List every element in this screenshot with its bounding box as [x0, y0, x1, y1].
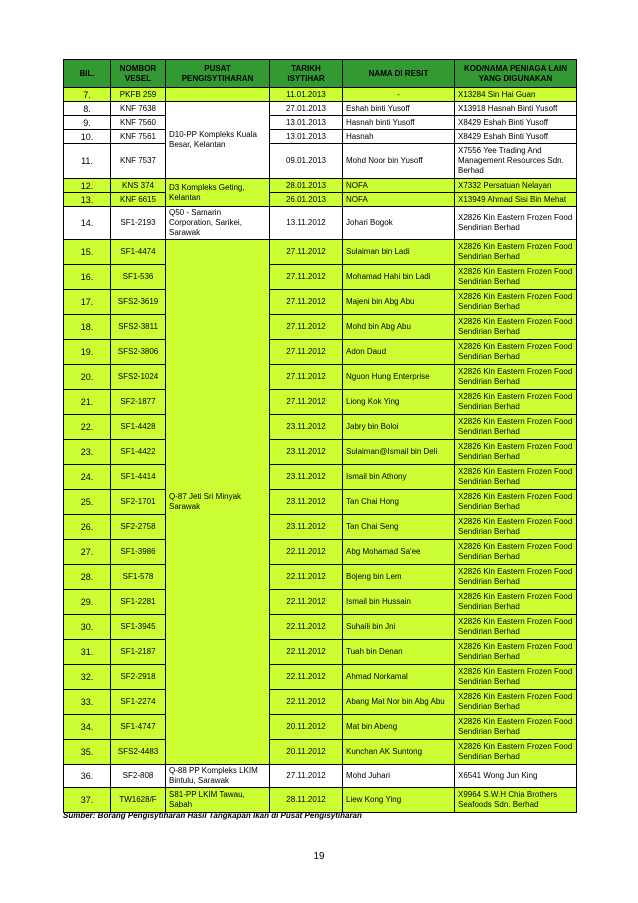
cell-nama: Mohd bin Abg Abu — [343, 315, 455, 340]
cell-tarikh: 28.11.2012 — [270, 788, 343, 813]
cell-bil: 24. — [64, 465, 111, 490]
table-row — [64, 144, 577, 179]
cell-nombor-vesel: SF2-1701 — [111, 490, 166, 515]
cell-kod: X9964 S.W.H Chia Brothers Seafoods Sdn. Berhad — [455, 788, 577, 813]
cell-bil: 19. — [64, 340, 111, 365]
cell-tarikh: 22.11.2012 — [270, 540, 343, 565]
cell-bil: 35. — [64, 740, 111, 765]
cell-nama: Suhaili bin Jni — [343, 615, 455, 640]
table-row — [64, 515, 577, 540]
source-note: Sumber: Borang Pengisytiharan Hasil Tangkapan Ikan di Pusat Pengisytiharan — [63, 811, 362, 820]
cell-tarikh: 23.11.2012 — [270, 415, 343, 440]
cell-nombor-vesel: SF1-2281 — [111, 590, 166, 615]
cell-tarikh: 27.11.2012 — [270, 340, 343, 365]
cell-kod: X2826 Kin Eastern Frozen Food Sendirian Berhad — [455, 315, 577, 340]
cell-tarikh: 20.11.2012 — [270, 740, 343, 765]
cell-nama: Ismail bin Athony — [343, 465, 455, 490]
cell-nama: Adon Daud — [343, 340, 455, 365]
cell-tarikh: 27.11.2012 — [270, 365, 343, 390]
cell-bil: 18. — [64, 315, 111, 340]
cell-nama: Hasnah binti Yusoff — [343, 116, 455, 130]
table-row — [64, 390, 577, 415]
table-row — [64, 315, 577, 340]
cell-nama: Kunchan AK Suntong — [343, 740, 455, 765]
cell-nombor-vesel: SF2-2758 — [111, 515, 166, 540]
table-row — [64, 102, 577, 116]
table-row — [64, 290, 577, 315]
cell-kod: X2826 Kin Eastern Frozen Food Sendirian Berhad — [455, 390, 577, 415]
cell-pusat: Q-87 Jeti Sri Minyak Sarawak — [166, 240, 270, 765]
declaration-table — [63, 59, 577, 813]
table-row — [64, 740, 577, 765]
table-row — [64, 415, 577, 440]
cell-kod: X2826 Kin Eastern Frozen Food Sendirian Berhad — [455, 615, 577, 640]
table-row — [64, 640, 577, 665]
cell-nama: Jabry bin Boloi — [343, 415, 455, 440]
cell-kod: X2826 Kin Eastern Frozen Food Sendirian Berhad — [455, 465, 577, 490]
cell-bil: 25. — [64, 490, 111, 515]
cell-kod: X2826 Kin Eastern Frozen Food Sendirian Berhad — [455, 590, 577, 615]
cell-bil: 13. — [64, 193, 111, 207]
cell-nombor-vesel: KNS 374 — [111, 179, 166, 193]
cell-nombor-vesel: SF1-4414 — [111, 465, 166, 490]
cell-nama: Tan Chai Hong — [343, 490, 455, 515]
cell-bil: 36. — [64, 765, 111, 788]
header-nombor-vesel: NOMBOR VESEL — [111, 60, 166, 88]
cell-kod: X2826 Kin Eastern Frozen Food Sendirian Berhad — [455, 665, 577, 690]
cell-nama: Tan Chai Seng — [343, 515, 455, 540]
cell-tarikh: 13.11.2012 — [270, 207, 343, 240]
cell-kod: X13284 Sin Hai Guan — [455, 88, 577, 102]
cell-nombor-vesel: SFS2-3806 — [111, 340, 166, 365]
cell-bil: 33. — [64, 690, 111, 715]
cell-nama: - — [343, 88, 455, 102]
cell-nombor-vesel: SF2-1877 — [111, 390, 166, 415]
cell-kod: X8429 Eshah Binti Yusoff — [455, 130, 577, 144]
cell-kod: X2826 Kin Eastern Frozen Food Sendirian Berhad — [455, 340, 577, 365]
cell-tarikh: 26.01.2013 — [270, 193, 343, 207]
cell-nama: Mohd Juhari — [343, 765, 455, 788]
table-row — [64, 207, 577, 240]
cell-bil: 22. — [64, 415, 111, 440]
cell-tarikh: 23.11.2012 — [270, 515, 343, 540]
cell-kod: X2826 Kin Eastern Frozen Food Sendirian Berhad — [455, 490, 577, 515]
cell-bil: 15. — [64, 240, 111, 265]
cell-bil: 37. — [64, 788, 111, 813]
table-row — [64, 788, 577, 813]
cell-nombor-vesel: SF1-2187 — [111, 640, 166, 665]
cell-tarikh: 23.11.2012 — [270, 490, 343, 515]
header-tarikh: TARIKH ISYTIHAR — [270, 60, 343, 88]
cell-bil: 9. — [64, 116, 111, 130]
cell-nama: Tuah bin Denan — [343, 640, 455, 665]
table-row — [64, 765, 577, 788]
cell-nombor-vesel: SF1-578 — [111, 565, 166, 590]
cell-kod: X2826 Kin Eastern Frozen Food Sendirian Berhad — [455, 540, 577, 565]
cell-bil: 23. — [64, 440, 111, 465]
cell-pusat: D10-PP Kompleks Kuala Besar, Kelantan — [166, 102, 270, 179]
cell-nama: Eshah binti Yusoff — [343, 102, 455, 116]
cell-nombor-vesel: KNF 7561 — [111, 130, 166, 144]
cell-tarikh: 23.11.2012 — [270, 440, 343, 465]
cell-bil: 16. — [64, 265, 111, 290]
cell-nombor-vesel: SF1-3986 — [111, 540, 166, 565]
cell-nombor-vesel: PKFB 259 — [111, 88, 166, 102]
cell-bil: 34. — [64, 715, 111, 740]
table-row — [64, 88, 577, 102]
cell-bil: 14. — [64, 207, 111, 240]
header-kod: KOD/NAMA PENIAGA LAIN YANG DIGUNAKAN — [455, 60, 577, 88]
cell-nama: Mohd Noor bin Yusoff — [343, 144, 455, 179]
cell-tarikh: 27.11.2012 — [270, 765, 343, 788]
cell-bil: 26. — [64, 515, 111, 540]
cell-bil: 12. — [64, 179, 111, 193]
table-row — [64, 690, 577, 715]
table-row — [64, 130, 577, 144]
table-row — [64, 665, 577, 690]
cell-kod: X2826 Kin Eastern Frozen Food Sendirian Berhad — [455, 640, 577, 665]
cell-tarikh: 27.11.2012 — [270, 315, 343, 340]
cell-nombor-vesel: SF1-4422 — [111, 440, 166, 465]
cell-tarikh: 22.11.2012 — [270, 565, 343, 590]
cell-nama: Sulaiman bin Ladi — [343, 240, 455, 265]
cell-tarikh: 27.11.2012 — [270, 290, 343, 315]
table-header-row — [64, 60, 577, 88]
cell-bil: 17. — [64, 290, 111, 315]
header-pusat: PUSAT PENGISYTIHARAN — [166, 60, 270, 88]
cell-nama: Ismail bin Hussain — [343, 590, 455, 615]
cell-kod: X2826 Kin Eastern Frozen Food Sendirian Berhad — [455, 240, 577, 265]
cell-nombor-vesel: SF2-2918 — [111, 665, 166, 690]
table-row — [64, 116, 577, 130]
cell-nama: Liong Kok Ying — [343, 390, 455, 415]
cell-nombor-vesel: SF1-2274 — [111, 690, 166, 715]
cell-nombor-vesel: SF1-4428 — [111, 415, 166, 440]
cell-bil: 28. — [64, 565, 111, 590]
cell-kod: X7556 Yee Trading And Management Resources Sdn. Berhad — [455, 144, 577, 179]
cell-kod: X2826 Kin Eastern Frozen Food Sendirian Berhad — [455, 290, 577, 315]
cell-nombor-vesel: SF1-3945 — [111, 615, 166, 640]
table-row — [64, 265, 577, 290]
cell-pusat: D3 Kompleks Geting, Kelantan — [166, 179, 270, 207]
table-row — [64, 240, 577, 265]
cell-tarikh: 22.11.2012 — [270, 615, 343, 640]
cell-nama: Sulaiman@Ismail bin Deli — [343, 440, 455, 465]
cell-kod: X2826 Kin Eastern Frozen Food Sendirian Berhad — [455, 440, 577, 465]
cell-nama: Bojeng bin Lem — [343, 565, 455, 590]
cell-nama: Abang Mat Nor bin Abg Abu — [343, 690, 455, 715]
cell-nama: Nguon Hung Enterprise — [343, 365, 455, 390]
cell-kod: X13949 Ahmad Sisi Bin Mehat — [455, 193, 577, 207]
table-row — [64, 565, 577, 590]
table-body — [64, 88, 577, 813]
cell-kod: X7332 Persatuan Nelayan — [455, 179, 577, 193]
cell-kod: X2826 Kin Eastern Frozen Food Sendirian Berhad — [455, 365, 577, 390]
cell-pusat: Q50 - Samarin Corporation, Sarikei, Sarawak — [166, 207, 270, 240]
cell-nombor-vesel: KNF 7638 — [111, 102, 166, 116]
cell-kod: X2826 Kin Eastern Frozen Food Sendirian Berhad — [455, 207, 577, 240]
cell-nombor-vesel: SFS2-4483 — [111, 740, 166, 765]
table-row — [64, 540, 577, 565]
cell-nombor-vesel: SF1-4474 — [111, 240, 166, 265]
cell-bil: 11. — [64, 144, 111, 179]
table-row — [64, 615, 577, 640]
cell-bil: 21. — [64, 390, 111, 415]
cell-nama: Ahmad Norkamal — [343, 665, 455, 690]
cell-bil: 29. — [64, 590, 111, 615]
cell-nama: Abg Mohamad Sa'ee — [343, 540, 455, 565]
cell-nama: Mohamad Hahi bin Ladi — [343, 265, 455, 290]
cell-nombor-vesel: SF1-2193 — [111, 207, 166, 240]
table-row — [64, 365, 577, 390]
cell-tarikh: 27.11.2012 — [270, 390, 343, 415]
cell-nombor-vesel: SFS2-1024 — [111, 365, 166, 390]
cell-tarikh: 13.01.2013 — [270, 130, 343, 144]
table-row — [64, 193, 577, 207]
header-bil: BIL. — [64, 60, 111, 88]
cell-nombor-vesel: SF1-536 — [111, 265, 166, 290]
cell-pusat: S81-PP LKIM Tawau, Sabah — [166, 788, 270, 813]
cell-nama: Liew Kong Ying — [343, 788, 455, 813]
cell-tarikh: 27.11.2012 — [270, 265, 343, 290]
cell-nama: NOFA — [343, 179, 455, 193]
cell-nama: Johari Bogok — [343, 207, 455, 240]
cell-nama: NOFA — [343, 193, 455, 207]
cell-kod: X8429 Eshah Binti Yusoff — [455, 116, 577, 130]
cell-kod: X6541 Wong Jun King — [455, 765, 577, 788]
table-row — [64, 465, 577, 490]
cell-tarikh: 22.11.2012 — [270, 640, 343, 665]
cell-kod: X2826 Kin Eastern Frozen Food Sendirian Berhad — [455, 740, 577, 765]
cell-bil: 32. — [64, 665, 111, 690]
cell-bil: 27. — [64, 540, 111, 565]
cell-bil: 30. — [64, 615, 111, 640]
cell-bil: 7. — [64, 88, 111, 102]
cell-tarikh: 23.11.2012 — [270, 465, 343, 490]
cell-kod: X2826 Kin Eastern Frozen Food Sendirian Berhad — [455, 515, 577, 540]
header-nama: NAMA DI RESIT — [343, 60, 455, 88]
cell-nombor-vesel: TW1628/F — [111, 788, 166, 813]
cell-nombor-vesel: SF1-4747 — [111, 715, 166, 740]
cell-kod: X2826 Kin Eastern Frozen Food Sendirian Berhad — [455, 265, 577, 290]
table-row — [64, 340, 577, 365]
cell-nombor-vesel: KNF 7560 — [111, 116, 166, 130]
page-number: 19 — [313, 851, 325, 862]
table-row — [64, 490, 577, 515]
cell-nombor-vesel: SFS2-3811 — [111, 315, 166, 340]
cell-nama: Hasnah — [343, 130, 455, 144]
cell-bil: 8. — [64, 102, 111, 116]
cell-tarikh: 09.01.2013 — [270, 144, 343, 179]
cell-nama: Mat bin Abeng — [343, 715, 455, 740]
cell-tarikh: 11.01.2013 — [270, 88, 343, 102]
table-row — [64, 440, 577, 465]
cell-tarikh: 22.11.2012 — [270, 665, 343, 690]
table-row — [64, 179, 577, 193]
cell-nombor-vesel: KNF 6615 — [111, 193, 166, 207]
cell-bil: 10. — [64, 130, 111, 144]
cell-tarikh: 27.11.2012 — [270, 240, 343, 265]
cell-kod: X2826 Kin Eastern Frozen Food Sendirian Berhad — [455, 715, 577, 740]
table-row — [64, 715, 577, 740]
cell-kod: X2826 Kin Eastern Frozen Food Sendirian Berhad — [455, 415, 577, 440]
cell-tarikh: 22.11.2012 — [270, 590, 343, 615]
cell-nombor-vesel: SF2-808 — [111, 765, 166, 788]
cell-bil: 20. — [64, 365, 111, 390]
cell-pusat — [166, 88, 270, 102]
cell-tarikh: 22.11.2012 — [270, 690, 343, 715]
cell-tarikh: 13.01.2013 — [270, 116, 343, 130]
cell-nombor-vesel: SFS2-3619 — [111, 290, 166, 315]
cell-nama: Majeni bin Abg Abu — [343, 290, 455, 315]
cell-nombor-vesel: KNF 7537 — [111, 144, 166, 179]
cell-tarikh: 20.11.2012 — [270, 715, 343, 740]
cell-pusat: Q-88 PP Kompleks LKIM Bintulu, Sarawak — [166, 765, 270, 788]
cell-kod: X13918 Hasnah Binti Yusoff — [455, 102, 577, 116]
cell-tarikh: 28.01.2013 — [270, 179, 343, 193]
table-row — [64, 590, 577, 615]
cell-kod: X2826 Kin Eastern Frozen Food Sendirian Berhad — [455, 565, 577, 590]
cell-kod: X2826 Kin Eastern Frozen Food Sendirian Berhad — [455, 690, 577, 715]
cell-tarikh: 27.01.2013 — [270, 102, 343, 116]
cell-bil: 31. — [64, 640, 111, 665]
